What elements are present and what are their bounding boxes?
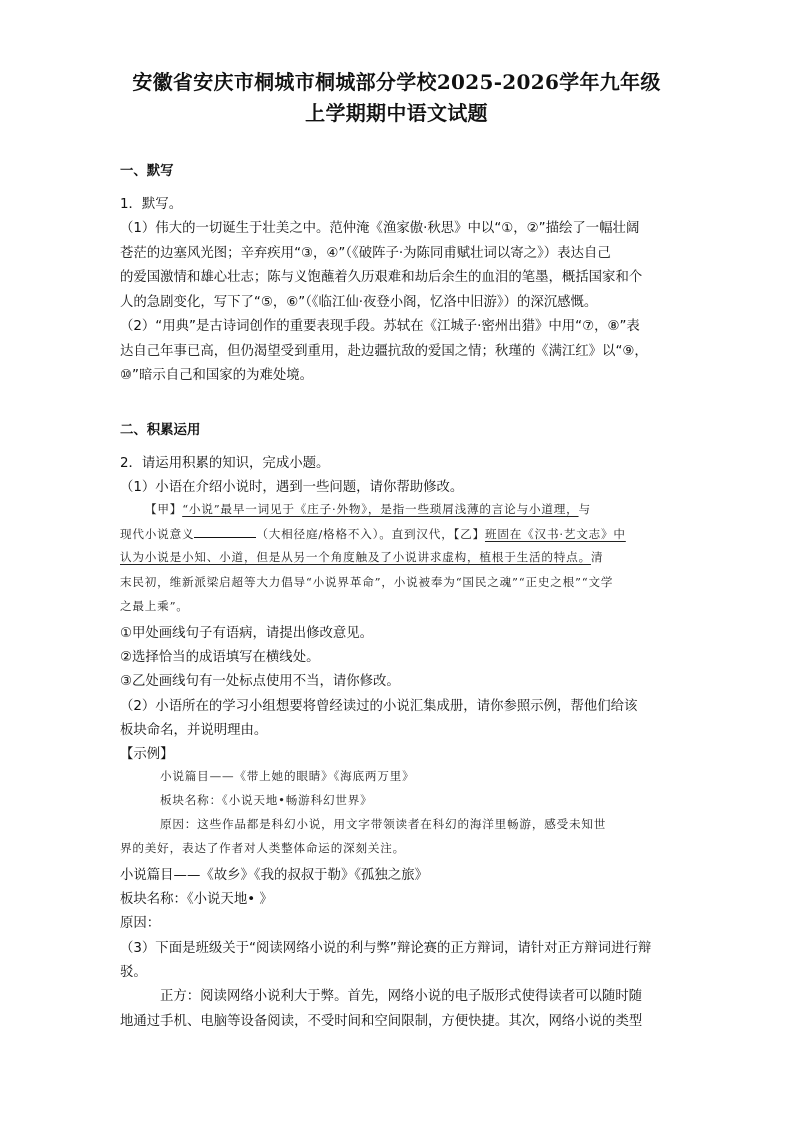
q2-part3-line2: 驳。: [120, 965, 147, 980]
example-reason-line1: 原因：这些作品都是科幻小说，用文字带领读者在科幻的海洋里畅游，感受未知世: [160, 817, 607, 831]
answer-reason: 原因：: [120, 916, 161, 931]
q2-part2-line1: （2）小语所在的学习小组想要将曾经读过的小说汇集成册，请你参照示例，帮他们给该: [120, 699, 638, 714]
task-3: ③乙处画线句有一处标点使用不当，请你修改。: [120, 674, 400, 689]
q1-part2-line1: （2）“用典”是古诗词创作的重要表现手段。苏轼在《江城子·密州出猎》中用“⑦，⑧”表: [120, 319, 640, 334]
passage-line2-mid: （大相径庭/格格不入）。直到汉代，【乙】: [256, 527, 485, 541]
passage-line5: 之最上乘”。: [120, 599, 189, 613]
debate-line2: 地通过手机、电脑等设备阅读，不受时间和空间限制，方便快捷。其次，网络小说的类型: [120, 1014, 643, 1029]
passage-underlined-sentence-yi-end: 认为小说是小知、小道，但是从另一个角度触及了小说讲求虚构，植根于生活的特点。: [120, 550, 591, 564]
passage-marker-jia: 【甲】: [145, 502, 183, 516]
task-1: ①甲处画线句子有语病，请提出修改意见。: [120, 626, 374, 641]
passage-underlined-sentence-jia: “小说”最早一词见于《庄子·外物》，是指一些琐屑浅薄的言论与小道理，: [182, 502, 579, 516]
passage-underlined-sentence-yi-start: 班固在《汉书·艺文志》中: [484, 527, 626, 541]
q1-part2-line3: ⑩”暗示自己和国家的为难处境。: [120, 368, 314, 383]
example-name: 板块名称：《小说天地•畅游科幻世界》: [160, 793, 373, 807]
example-books: 小说篇目——《带上她的眼睛》《海底两万里》: [160, 769, 415, 783]
section2-heading: 二、积累运用: [120, 423, 201, 438]
passage-line3: [120, 549, 603, 565]
passage-line4: 末民初，维新派梁启超等大力倡导“小说界革命”，小说被奉为“国民之魂”“正史之根”“文学: [120, 575, 614, 589]
passage-line1: [145, 501, 591, 517]
q1-part1-line4: 人的急剧变化，写下了“⑤，⑥”（《临江仙·夜登小阁，忆洛中旧游》）的深沉感慨。: [120, 295, 598, 310]
task-2: ②选择恰当的成语填写在横线处。: [120, 650, 320, 665]
idiom-blank[interactable]: [194, 525, 256, 538]
q1-title: 1．默写。: [120, 197, 183, 212]
section1-heading: 一、默写: [120, 164, 174, 179]
passage-line2: [120, 525, 626, 542]
answer-books: 小说篇目——《故乡》《我的叔叔于勒》《孤独之旅》: [120, 868, 428, 883]
q1-part1-line3: 的爱国激情和雄心壮志；陈与义饱蘸着久历艰难和劫后余生的血泪的笔墨，概括国家和个: [120, 270, 643, 285]
q1-part2-line2: 达自己年事已高，但仍渴望受到重用，赴边疆抗敌的爱国之情；秋瑾的《满江红》以“⑨，: [120, 344, 648, 359]
exam-title-line1: 安徽省安庆市桐城市桐城部分学校2025-2026学年九年级: [132, 70, 661, 94]
debate-line1: 正方：阅读网络小说利大于弊。首先，网络小说的电子版形式使得读者可以随时随: [160, 989, 643, 1004]
q2-title: 2．请运用积累的知识，完成小题。: [120, 456, 330, 471]
q1-part1-line2: 苍茫的边塞风光图；辛弃疾用“③，④”（《破阵子·为陈同甫赋壮词以寄之》）表达自己: [120, 246, 611, 261]
example-label: 【示例】: [120, 747, 174, 762]
passage-line1-end: 与: [578, 502, 591, 516]
q2-part1-prompt: （1）小语在介绍小说时，遇到一些问题，请你帮助修改。: [120, 480, 464, 495]
q1-part1-line1: （1）伟大的一切诞生于壮美之中。范仲淹《渔家傲·秋思》中以“①，②”描绘了一幅壮阔: [120, 221, 640, 236]
passage-line3-end: 清: [590, 550, 604, 564]
answer-name: 板块名称：《小说天地• 》: [120, 892, 273, 907]
q2-part3-line1: （3）下面是班级关于“阅读网络小说的利与弊”辩论赛的正方辩词，请针对正方辩词进行辩: [120, 941, 652, 956]
q2-part2-line2: 板块命名，并说明理由。: [120, 723, 268, 738]
passage-line2-start: 现代小说意义: [120, 527, 195, 541]
example-reason-line2: 界的美好，表达了作者对人类整体命运的深刻关注。: [120, 841, 406, 855]
exam-title-line2: 上学期期中语文试题: [305, 101, 488, 125]
